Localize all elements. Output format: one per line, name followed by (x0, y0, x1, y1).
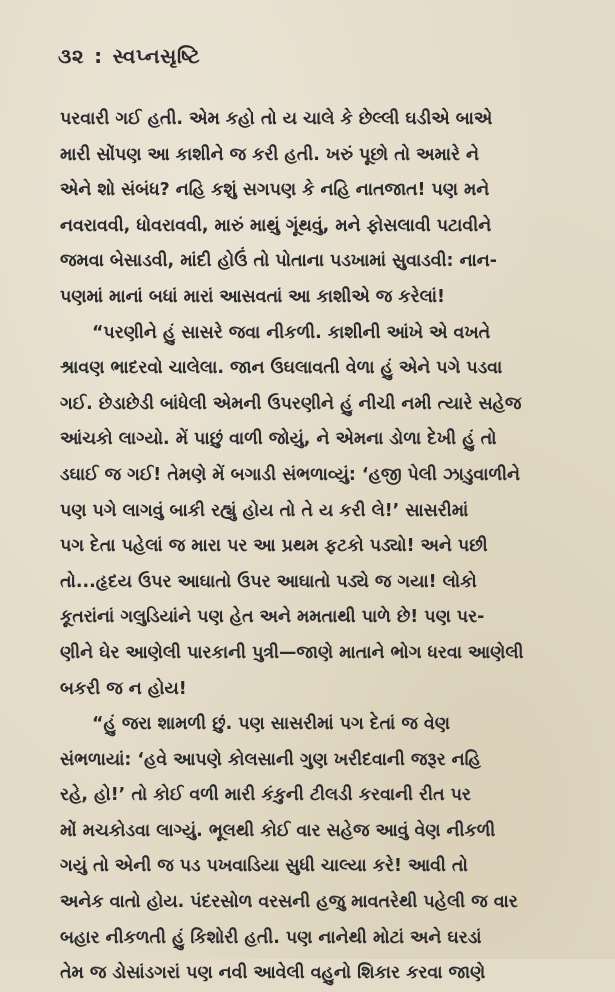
paragraph (60, 316, 590, 708)
text-line: તો...હૃદય ઉપર આઘાતો ઉપર આઘાતો પડ્યે જ ગયા! લોકો (60, 571, 477, 592)
page-header (58, 44, 200, 68)
text-line: મારી સોંપણ આ કાશીને જ કરી હતી. ખરું પૂછો તો અમારે ને (60, 144, 479, 165)
text-line: શ્રાવણ ભાદરવો ચાલેલા. જાન ઉઘલાવતી વેળા હું એને પગે પડવા (60, 358, 503, 379)
text-line: કૂતરાંનાં ગલુડિયાંને પણ હેત અને મમતાથી પાળે છે! પણ પર- (60, 607, 485, 628)
text-line: ગયું તો એની જ પડ પખવાડિયા સુધી ચાલ્યા કરે! આવી તો (60, 856, 468, 877)
text-line: એને શો સંબંધ? નહિ કશું સગપણ કે નહિ નાતજાત! પણ મને (60, 180, 490, 201)
text-line: બહાર નીકળતી હું કિશોરી હતી. પણ નાનેથી મોટાં અને ઘરડાં (60, 927, 482, 948)
page-body-text (60, 102, 590, 992)
text-line: પણ પગે લાગવું બાકી રહ્યું હોય તો તે ય કરી લે!’ સાસરીમાં (60, 500, 469, 521)
text-line: નવરાવવી, ધોવરાવવી, મારું માથું ગૂંથવું, મને ફોસલાવી પટાવીને (60, 215, 492, 236)
paragraph (60, 707, 590, 992)
page-number: ૩૨ (58, 44, 85, 68)
text-line: “હું જરા શામળી છું. પણ સાસરીમાં પગ દેતાં જ વેણ (92, 714, 450, 735)
text-line: આંચકો લાગ્યો. મેં પાછું વાળી જોયું, ને એમના ડોળા દેખી હું તો (60, 429, 497, 450)
text-line: ણીને ઘેર આણેલી પારકાની પુત્રી—જાણે માતાને ભોગ ધરવા આણેલી (60, 642, 524, 663)
book-title: સ્વપ્નસૃષ્ટિ (112, 44, 201, 68)
text-line: “પરણીને હું સાસરે જવા નીકળી. કાશીની આંખે એ વખતે (92, 322, 491, 343)
paragraph (60, 102, 590, 316)
text-line: સંભળાયાં: ‘હવે આપણે કોલસાની ગુણ ખરીદવાની જરૂર નહિ (60, 749, 481, 770)
text-line: રહે, હો!’ તો કોઈ વળી મારી કંકુની ટીલડી કરવાની રીત પર (60, 785, 471, 806)
text-line: બકરી જ ન હોય! (60, 678, 187, 699)
text-line: જમવા બેસાડવી, માંદી હોઉં તો પોતાના પડખામાં સુવાડવી: નાન- (60, 251, 497, 272)
text-line: પગ દેતા પહેલાં જ મારા પર આ પ્રથમ ફટકો પડ્યો! અને પછી (60, 536, 488, 557)
text-line: ડઘાઈ જ ગઈ! તેમણે મેં બગાડી સંભળાવ્યું: ‘હજી પેલી ઝાડુવાળીને (60, 464, 520, 485)
header-separator: : (94, 44, 103, 68)
text-line: તેમ જ ડોસાંડગરાં પણ નવી આવેલી વહુનો શિકાર કરવા જાણે (60, 963, 486, 984)
text-line: ગઈ. છેડાછેડી બાંધેલી એમની ઉપરણીને હું નીચી નમી ત્યારે સહેજ (60, 393, 522, 414)
text-line: પણમાં માનાં બધાં મારાં આસવતાં આ કાશીએ જ કરેલાં! (60, 286, 445, 307)
text-line: પરવારી ગઈ હતી. એમ કહો તો ય ચાલે કે છેલ્લી ઘડીએ બાએ (60, 109, 493, 129)
text-line: મોં મચકોડવા લાગ્યું. ભૂલથી કોઈ વાર સહેજ આવું વેણ નીકળી (60, 820, 496, 841)
text-line: અનેક વાતો હોય. પંદરસોળ વરસની હજુ માવતરેથી પહેલી જ વાર (60, 892, 518, 913)
